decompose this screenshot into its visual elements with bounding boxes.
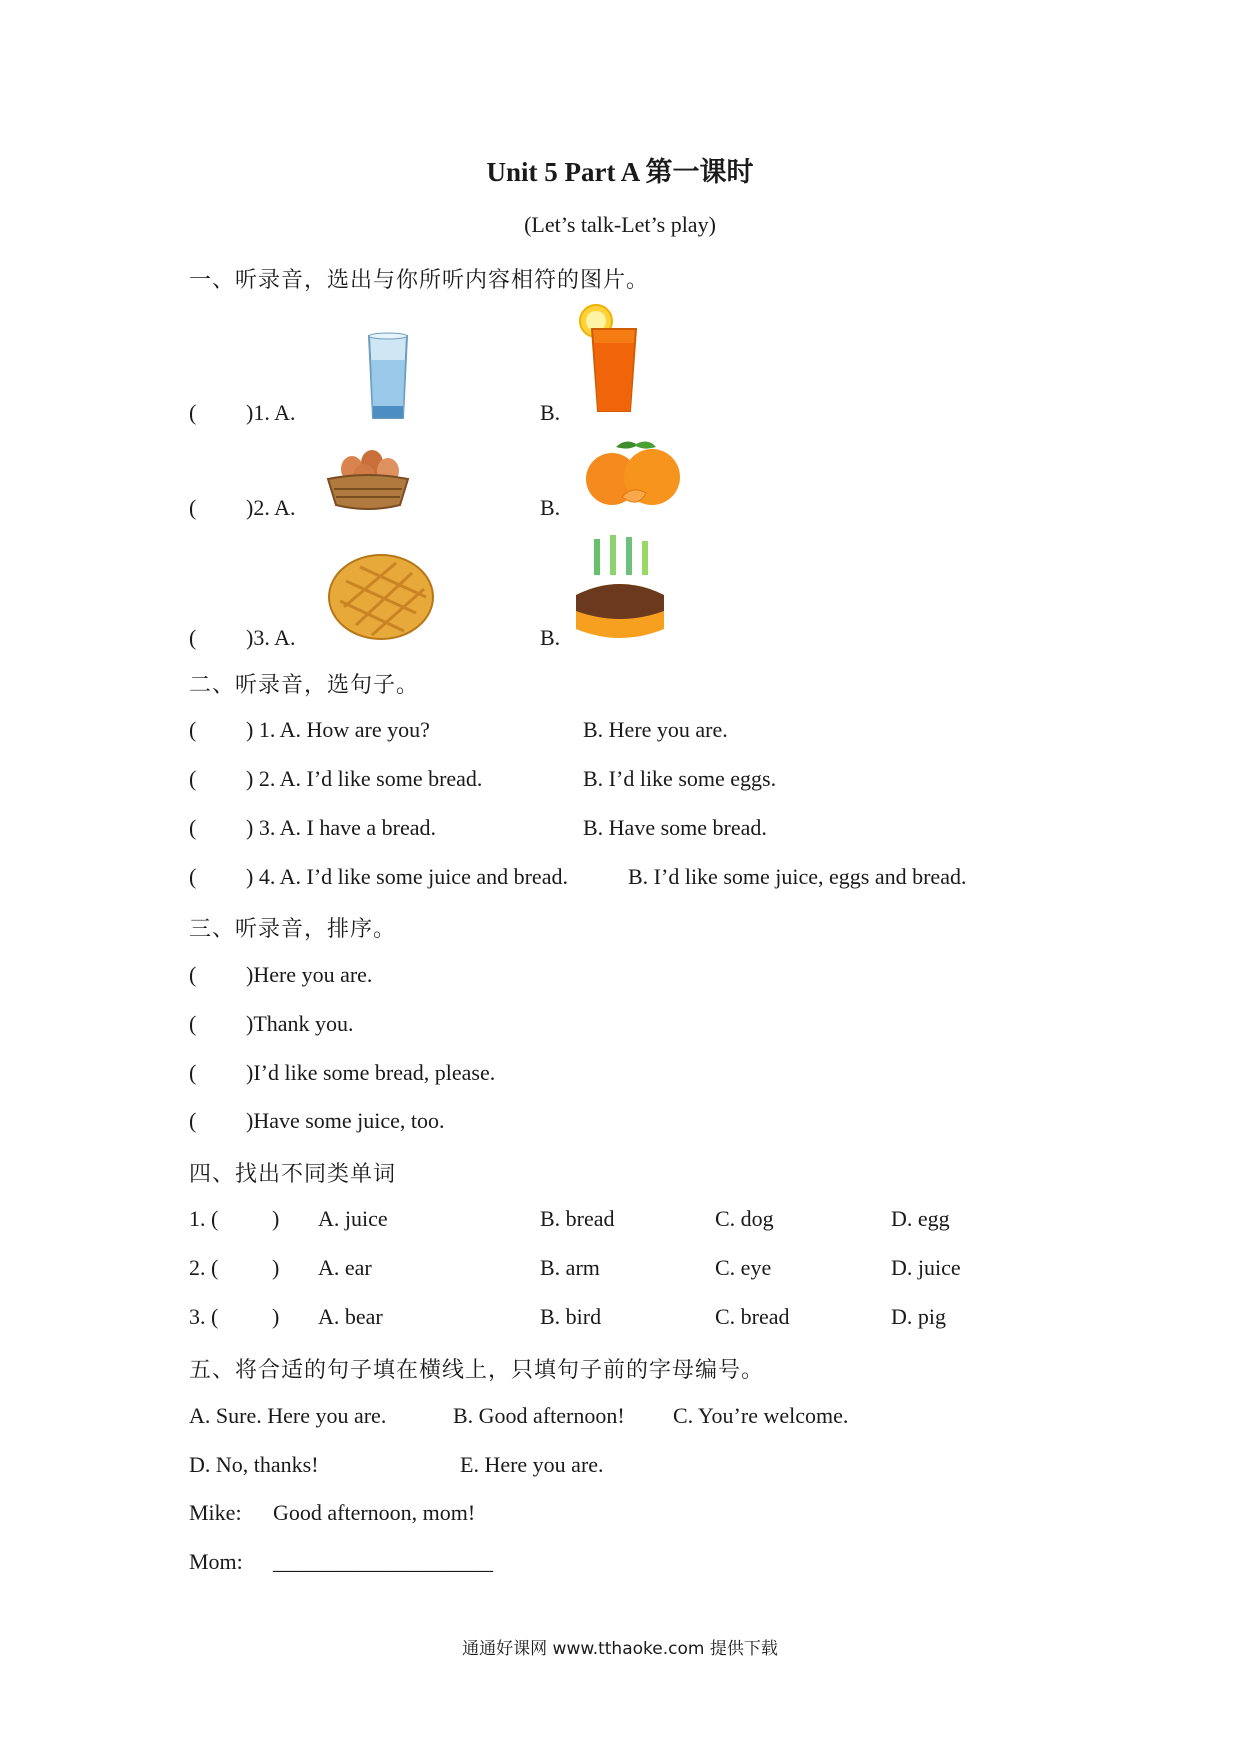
option-b: B. Have some bread. — [583, 815, 767, 840]
sentence-item: )I’d like some bread, please. — [246, 1060, 496, 1085]
page-title: Unit 5 Part A 第一课时 — [486, 157, 754, 187]
section3-heading: 三、听录音，排序。 — [189, 917, 397, 942]
option-a: ) 3. A. I have a bread. — [246, 815, 436, 840]
row-number: 3. ( — [189, 1304, 219, 1329]
section2-heading: 二、听录音，选句子。 — [189, 673, 420, 698]
row-number: 1. ( — [189, 1206, 219, 1231]
option-a: ) 1. A. How are you? — [246, 717, 430, 742]
answer-paren-open: ( — [189, 400, 197, 425]
question-label: )3. A. — [246, 625, 296, 650]
dialogue-speaker: Mom: — [189, 1549, 243, 1574]
option-a: ) 2. A. I’d like some bread. — [246, 766, 483, 791]
glass-of-water-icon — [365, 330, 411, 422]
dialogue-line: Good afternoon, mom! — [273, 1500, 476, 1525]
page-subtitle: (Let’s talk-Let’s play) — [524, 212, 716, 237]
word-option-d: D. pig — [891, 1304, 946, 1329]
sentence-item: )Here you are. — [246, 962, 373, 987]
word-option-d: D. egg — [891, 1206, 950, 1231]
dialogue-option: A. Sure. Here you are. — [189, 1403, 387, 1428]
answer-paren-open: ( — [189, 495, 197, 520]
word-option-c: C. dog — [715, 1206, 774, 1231]
answer-paren-open: ( — [189, 717, 197, 742]
answer-paren-open: ( — [189, 962, 197, 987]
footer-credit: 通通好课网 www.tthaoke.com 提供下载 — [462, 1639, 778, 1659]
answer-blank[interactable]: ____________________ — [273, 1549, 493, 1574]
option-b-label: B. — [540, 495, 561, 520]
sentence-item: )Thank you. — [246, 1011, 354, 1036]
answer-paren-open: ( — [189, 625, 197, 650]
birthday-cake-icon — [572, 533, 668, 645]
answer-paren-open: ( — [189, 1011, 197, 1036]
answer-paren-open: ( — [189, 864, 197, 889]
option-b-label: B. — [540, 400, 561, 425]
row-number: 2. ( — [189, 1255, 219, 1280]
word-option-a: A. juice — [318, 1206, 388, 1231]
paren-close: ) — [272, 1206, 280, 1231]
word-option-c: C. eye — [715, 1255, 772, 1280]
word-option-c: C. bread — [715, 1304, 790, 1329]
question-label: )2. A. — [246, 495, 296, 520]
option-a: ) 4. A. I’d like some juice and bread. — [246, 864, 568, 889]
question-label: )1. A. — [246, 400, 296, 425]
answer-paren-open: ( — [189, 1060, 197, 1085]
word-option-d: D. juice — [891, 1255, 961, 1280]
section5-heading: 五、将合适的句子填在横线上，只填句子前的字母编号。 — [189, 1358, 765, 1383]
word-option-a: A. ear — [318, 1255, 372, 1280]
word-option-b: B. bread — [540, 1206, 615, 1231]
option-b: B. Here you are. — [583, 717, 728, 742]
option-b-label: B. — [540, 625, 561, 650]
orange-juice-icon — [578, 303, 642, 415]
dialogue-option: B. Good afternoon! — [453, 1403, 625, 1428]
oranges-icon — [576, 437, 688, 513]
dialogue-option: E. Here you are. — [460, 1452, 604, 1477]
dialogue-option: D. No, thanks! — [189, 1452, 319, 1477]
section4-heading: 四、找出不同类单词 — [189, 1162, 397, 1187]
section1-heading: 一、听录音，选出与你所听内容相符的图片。 — [189, 268, 650, 293]
sentence-item: )Have some juice, too. — [246, 1108, 445, 1133]
word-option-b: B. bird — [540, 1304, 602, 1329]
dialogue-speaker: Mike: — [189, 1500, 242, 1525]
paren-close: ) — [272, 1255, 280, 1280]
word-option-a: A. bear — [318, 1304, 383, 1329]
dialogue-option: C. You’re welcome. — [673, 1403, 849, 1428]
word-option-b: B. arm — [540, 1255, 600, 1280]
basket-of-eggs-icon — [322, 447, 414, 511]
option-b: B. I’d like some eggs. — [583, 766, 777, 791]
answer-paren-open: ( — [189, 815, 197, 840]
answer-paren-open: ( — [189, 766, 197, 791]
bread-bun-icon — [326, 551, 436, 643]
paren-close: ) — [272, 1304, 280, 1329]
option-b: B. I’d like some juice, eggs and bread. — [628, 864, 967, 889]
answer-paren-open: ( — [189, 1108, 197, 1133]
